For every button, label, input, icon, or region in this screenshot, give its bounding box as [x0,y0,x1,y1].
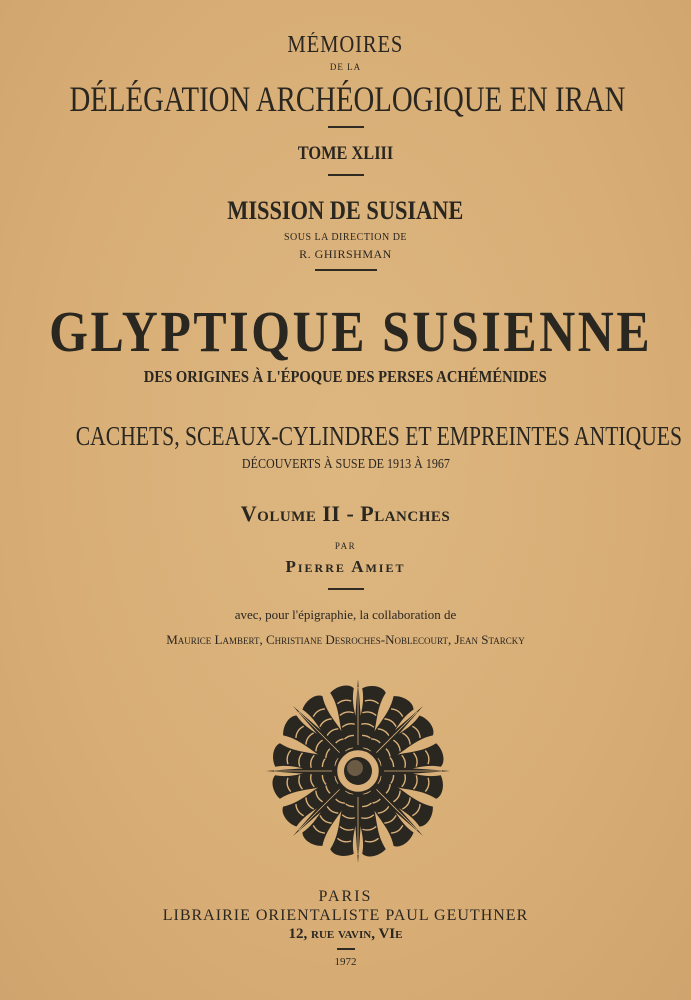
series-name: DÉLÉGATION ARCHÉOLOGIQUE EN IRAN [69,79,626,119]
publisher-name: LIBRAIRIE ORIENTALISTE PAUL GEUTHNER [162,907,529,924]
collaboration-intro: avec, pour l'épigraphie, la collaboration de [234,607,457,622]
volume-label: Volume II - Planches [240,501,451,526]
divider-rule [328,174,364,176]
series-connector: DE LA [329,62,362,72]
divider-rule [337,948,355,950]
direction-label: SOUS LA DIRECTION DE [283,232,408,243]
divider-rule [328,588,364,590]
series-title: MÉMOIRES [287,32,404,58]
publisher-address: 12, rue vavin, VIe [288,926,403,942]
director-name: R. GHIRSHMAN [299,247,392,261]
work-title: GLYPTIQUE SUSIENNE [49,299,653,364]
contents-subheading: DÉCOUVERTS À SUSE DE 1913 À 1967 [241,457,450,472]
publication-year: 1972 [334,956,357,968]
publisher-city: PARIS [318,888,373,905]
by-label: PAR [334,541,357,551]
tome-number: TOME XLIII [297,143,394,164]
divider-rule [328,126,364,128]
collaborator-names: Maurice Lambert, Christiane Desroches-Noblecourt, Jean Starcky [166,632,525,647]
mission-title: MISSION DE SUSIANE [227,196,464,225]
work-subtitle: DES ORIGINES À L'ÉPOQUE DES PERSES ACHÉMÉNIDES [144,367,547,386]
sun-rosette-icon [263,676,453,866]
contents-heading: CACHETS, SCEAUX-CYLINDRES ET EMPREINTES ANTIQUES [75,421,683,451]
author-name: Pierre Amiet [285,557,406,576]
divider-rule [315,269,377,271]
